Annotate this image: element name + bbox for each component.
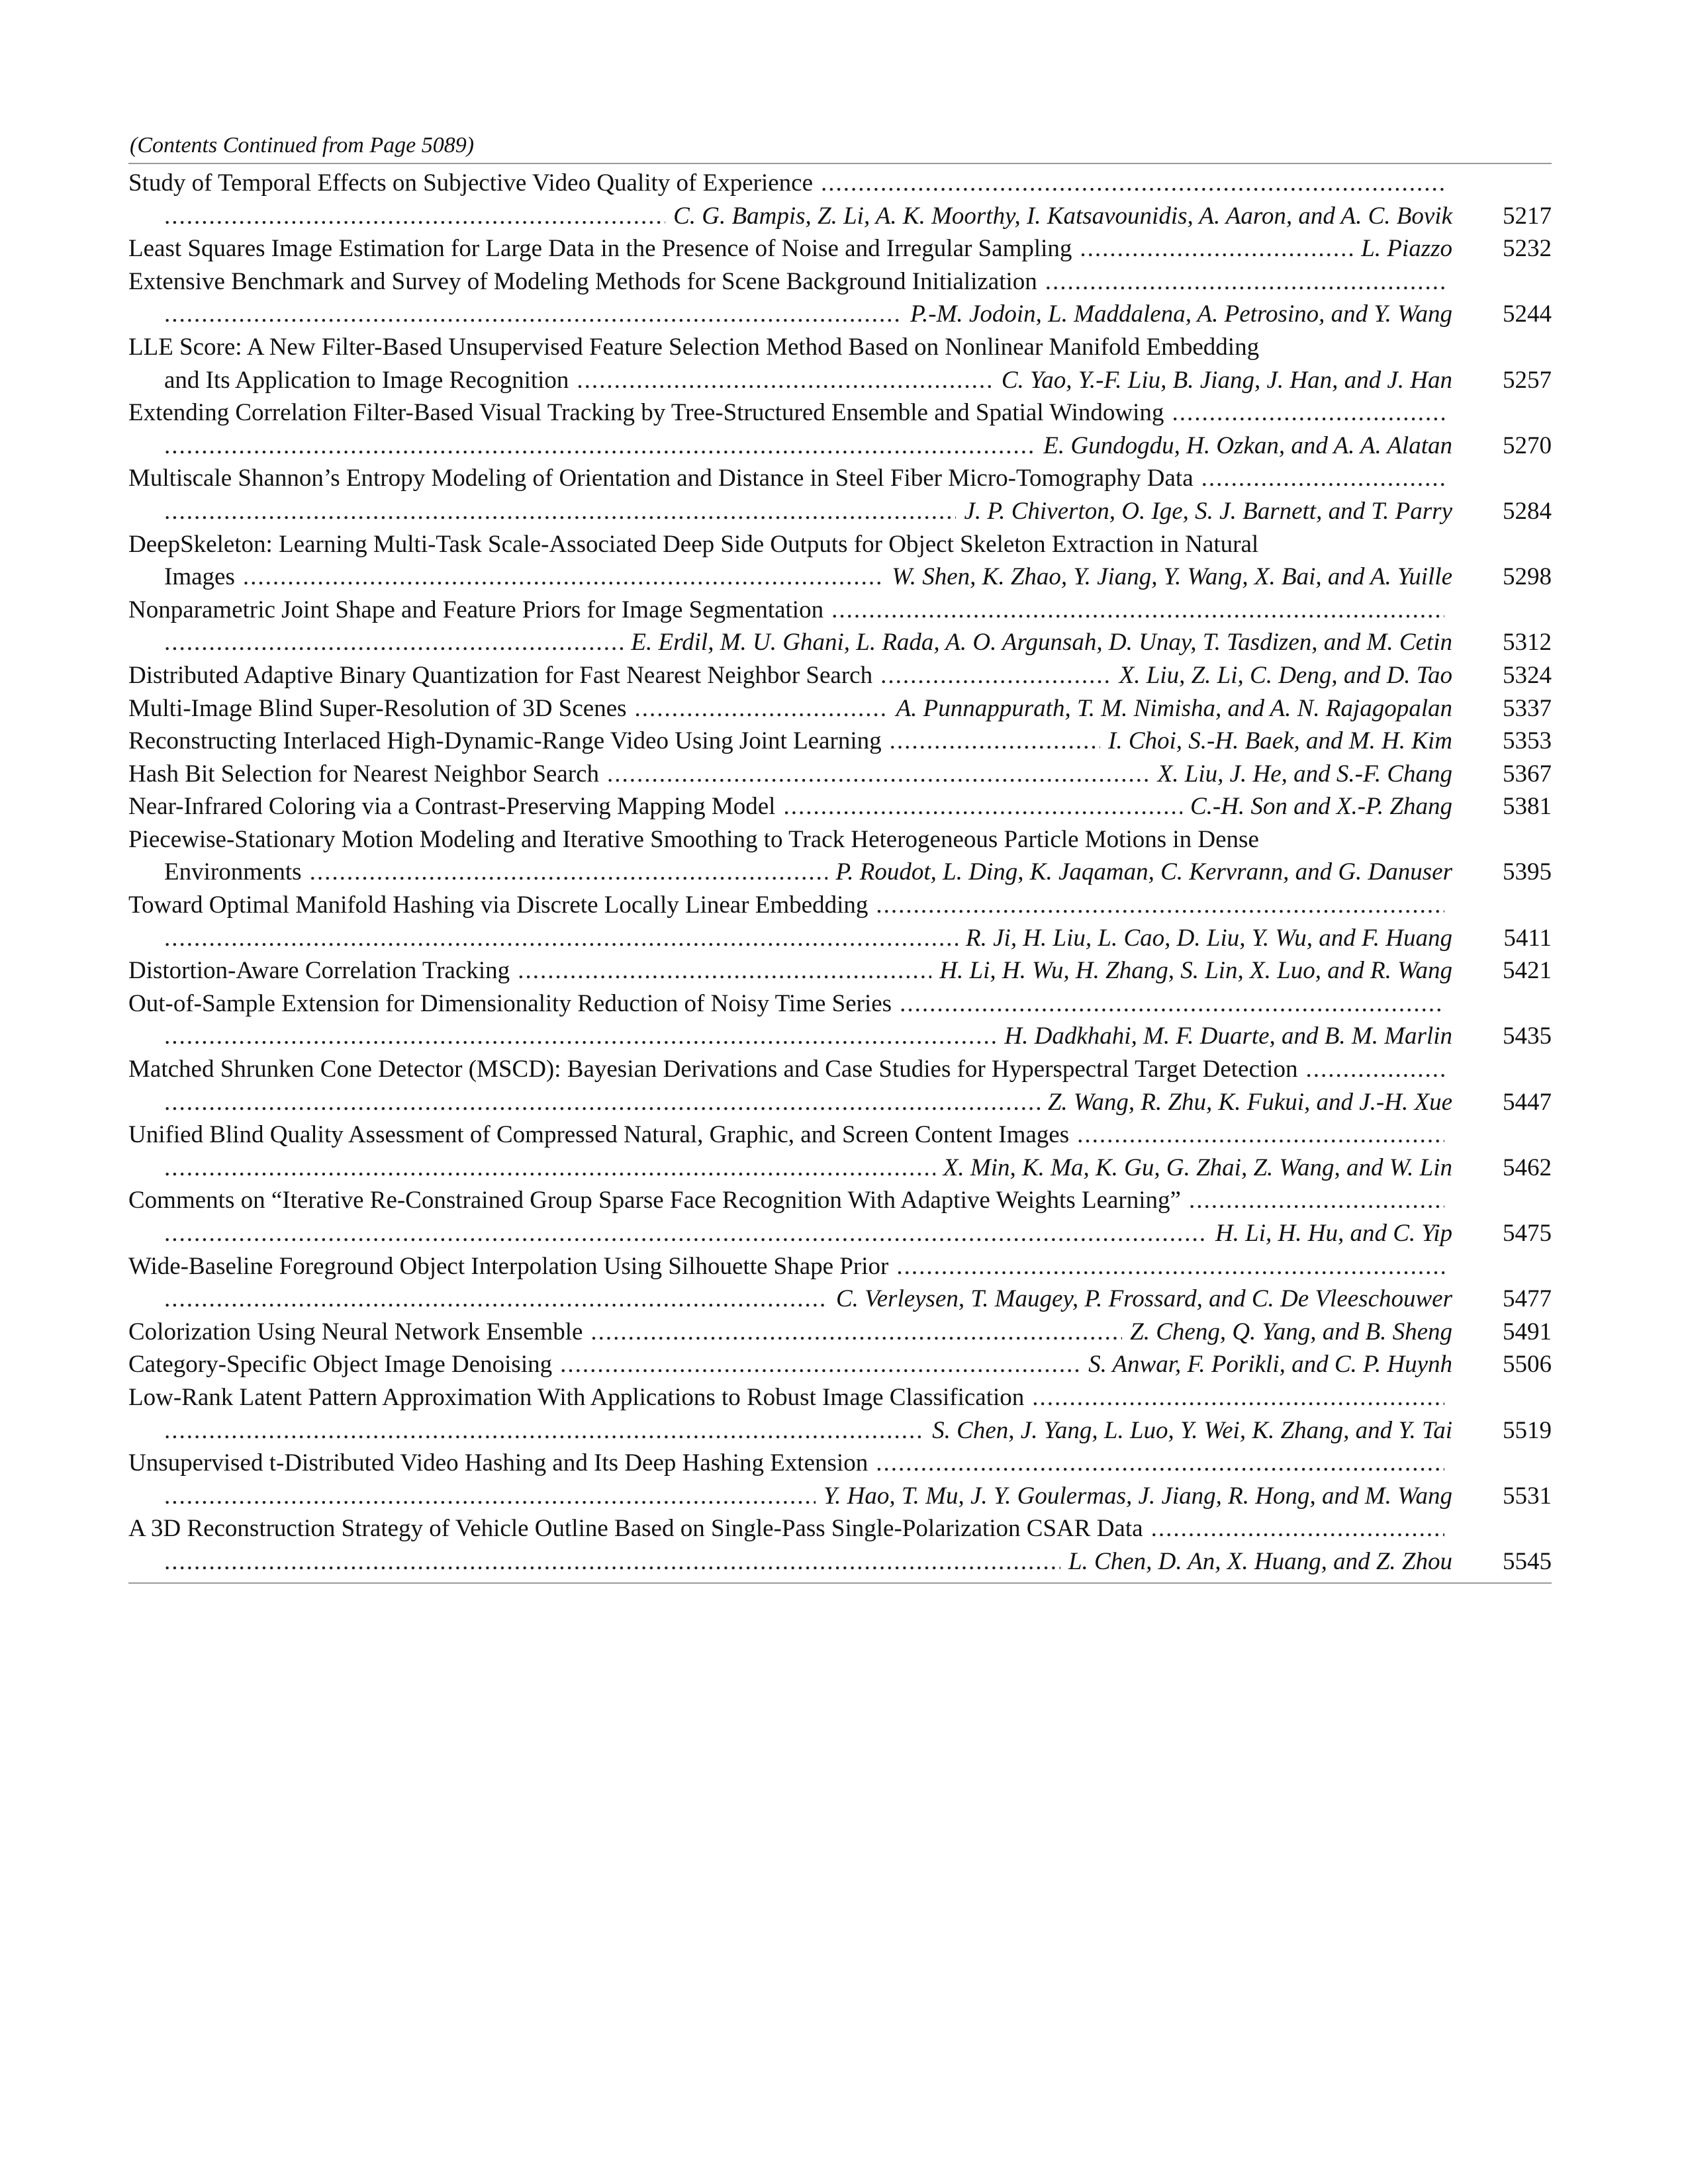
entry-authors: H. Dadkhahi, M. F. Duarte, and B. M. Marlin — [1004, 1023, 1452, 1050]
dot-leader — [1172, 396, 1444, 430]
entry-line — [128, 987, 1552, 1021]
entry-page-number: 5367 — [1503, 760, 1552, 788]
entry-title: Distortion-Aware Correlation Tracking — [128, 957, 510, 985]
entry-authors: J. P. Chiverton, O. Ige, S. J. Barnett, and T. Parry — [964, 497, 1452, 525]
entry-line — [128, 790, 1552, 823]
entry-title: Least Squares Image Estimation for Large Data in the Presence of Noise and Irregular Sampling — [128, 235, 1072, 263]
entry-authors: X. Liu, J. He, and S.-F. Chang — [1157, 760, 1452, 788]
entry-authors: L. Piazzo — [1361, 235, 1452, 263]
entry-line — [128, 922, 1552, 955]
dot-leader — [164, 1217, 1207, 1250]
entry-title: Extensive Benchmark and Survey of Modeling Methods for Scene Background Initialization — [128, 267, 1037, 295]
dot-leader — [890, 725, 1100, 758]
entry-title: Comments on “Iterative Re-Constrained Group Sparse Face Recognition With Adaptive Weights Learning” — [128, 1187, 1181, 1214]
entry-title: Out-of-Sample Extension for Dimensionality Reduction of Noisy Time Series — [128, 989, 892, 1017]
entry-authors: H. Li, H. Wu, H. Zhang, S. Lin, X. Luo, and R. Wang — [939, 957, 1452, 985]
toc-entry[interactable] — [128, 1250, 1552, 1316]
toc-entry[interactable] — [128, 1512, 1552, 1578]
entry-line — [128, 364, 1552, 397]
toc-entry[interactable] — [128, 1316, 1552, 1349]
dot-leader — [164, 1414, 924, 1447]
entry-title: Multi-Image Blind Super-Resolution of 3D Scenes — [128, 694, 627, 722]
entry-authors: P.-M. Jodoin, L. Maddalena, A. Petrosino, and Y. Wang — [910, 300, 1452, 328]
entry-page-number: 5312 — [1503, 629, 1552, 657]
entry-page-number: 5381 — [1503, 793, 1552, 821]
entry-line — [128, 561, 1552, 594]
dot-leader — [1189, 1184, 1444, 1217]
entry-authors: E. Erdil, M. U. Ghani, L. Rada, A. O. Argunsah, D. Unay, T. Tasdizen, and M. Cetin — [631, 629, 1452, 657]
toc-entry[interactable] — [128, 987, 1552, 1053]
dot-leader — [164, 626, 623, 659]
entry-title: Matched Shrunken Cone Detector (MSCD): Bayesian Derivations and Case Studies for Hyperspectral Target Detection — [128, 1056, 1298, 1083]
entry-line — [128, 725, 1552, 758]
toc-entry[interactable] — [128, 462, 1552, 527]
dot-leader — [164, 1283, 828, 1316]
continued-note: (Contents Continued from Page 5089) — [130, 133, 475, 158]
entry-line — [128, 1086, 1552, 1119]
entry-page-number: 5270 — [1503, 432, 1552, 459]
dot-leader — [310, 856, 828, 889]
entry-line — [128, 1414, 1552, 1447]
entry-title: Multiscale Shannon’s Entropy Modeling of Orientation and Distance in Steel Fiber Micro-Tomography Data — [128, 465, 1194, 492]
entry-title: Nonparametric Joint Shape and Feature Priors for Image Segmentation — [128, 596, 824, 623]
entry-line — [128, 1152, 1552, 1185]
dot-leader — [876, 889, 1444, 922]
entry-page-number: 5421 — [1503, 957, 1552, 985]
entry-title: Extending Correlation Filter-Based Visual Tracking by Tree-Structured Ensemble and Spatial Windowing — [128, 399, 1164, 427]
entry-title: LLE Score: A New Filter-Based Unsupervised Feature Selection Method Based on Nonlinear Manifold Embedding — [128, 333, 1260, 361]
entry-line — [128, 200, 1552, 233]
dot-leader — [560, 1348, 1080, 1381]
entry-page-number: 5506 — [1503, 1351, 1552, 1379]
entry-line — [128, 659, 1552, 692]
dot-leader — [164, 200, 665, 233]
entry-authors: H. Li, H. Hu, and C. Yip — [1215, 1220, 1452, 1247]
entry-line — [128, 331, 1552, 364]
toc-entry[interactable] — [128, 232, 1552, 265]
entry-line — [128, 1480, 1552, 1513]
entry-line — [128, 954, 1552, 987]
entry-line — [128, 758, 1552, 791]
toc-entry[interactable] — [128, 331, 1552, 396]
entry-line — [128, 1020, 1552, 1053]
toc-entry[interactable] — [128, 1118, 1552, 1184]
dot-leader — [164, 1545, 1060, 1578]
entry-authors: S. Anwar, F. Porikli, and C. P. Huynh — [1088, 1351, 1452, 1379]
entry-authors: C. Yao, Y.-F. Liu, B. Jiang, J. Han, and J. Han — [1001, 366, 1452, 394]
entry-line — [128, 1447, 1552, 1480]
toc-list — [128, 164, 1552, 1582]
dot-leader — [1151, 1512, 1444, 1545]
dot-leader — [164, 1020, 996, 1053]
entry-page-number: 5298 — [1503, 563, 1552, 591]
entry-page-number: 5337 — [1503, 694, 1552, 722]
entry-line — [128, 1118, 1552, 1152]
entry-title: Images — [164, 563, 235, 591]
entry-title: Category-Specific Object Image Denoising — [128, 1351, 553, 1379]
dot-leader — [876, 1447, 1444, 1480]
entry-title: Reconstructing Interlaced High-Dynamic-Range Video Using Joint Learning — [128, 727, 882, 755]
dot-leader — [831, 594, 1444, 627]
toc-entry[interactable] — [128, 1053, 1552, 1118]
entry-line — [128, 232, 1552, 265]
dot-leader — [164, 1480, 816, 1513]
entry-line — [128, 462, 1552, 495]
entry-line — [128, 823, 1552, 856]
entry-authors: C. G. Bampis, Z. Li, A. K. Moorthy, I. Katsavounidis, A. Aaron, and A. C. Bovik — [673, 202, 1452, 230]
entry-page-number: 5475 — [1503, 1220, 1552, 1247]
dot-leader — [1201, 462, 1444, 495]
entry-line — [128, 396, 1552, 430]
dot-leader — [590, 1316, 1122, 1349]
dot-leader — [518, 954, 931, 987]
toc-entry[interactable] — [128, 528, 1552, 594]
entry-page-number: 5462 — [1503, 1154, 1552, 1181]
entry-title: Piecewise-Stationary Motion Modeling and Iterative Smoothing to Track Heterogeneous Particle Motions in Dense — [128, 825, 1259, 853]
dot-leader — [783, 790, 1182, 823]
toc-page — [128, 131, 1552, 1584]
entry-authors: X. Min, K. Ma, K. Gu, G. Zhai, Z. Wang, and W. Lin — [943, 1154, 1452, 1181]
toc-entry[interactable] — [128, 167, 1552, 232]
entry-page-number: 5491 — [1503, 1318, 1552, 1345]
toc-entry[interactable] — [128, 265, 1552, 331]
entry-line — [128, 1283, 1552, 1316]
dot-leader — [1080, 232, 1353, 265]
entry-page-number: 5284 — [1503, 497, 1552, 525]
toc-entry[interactable] — [128, 725, 1552, 758]
entry-authors: I. Choi, S.-H. Baek, and M. H. Kim — [1108, 727, 1452, 755]
dot-leader — [900, 987, 1444, 1021]
entry-line — [128, 1217, 1552, 1250]
entry-title: Study of Temporal Effects on Subjective Video Quality of Experience — [128, 169, 814, 197]
entry-authors: C.-H. Son and X.-P. Zhang — [1190, 793, 1452, 821]
entry-line — [128, 430, 1552, 463]
toc-entry[interactable] — [128, 396, 1552, 462]
entry-authors: E. Gundogdu, H. Ozkan, and A. A. Alatan — [1043, 432, 1452, 459]
toc-entry[interactable] — [128, 594, 1552, 659]
toc-entry[interactable] — [128, 692, 1552, 725]
dot-leader — [164, 1152, 935, 1185]
entry-authors: P. Roudot, L. Ding, K. Jaqaman, C. Kervrann, and G. Danuser — [835, 858, 1452, 886]
entry-line — [128, 265, 1552, 298]
dot-leader — [164, 922, 958, 955]
entry-title: A 3D Reconstruction Strategy of Vehicle Outline Based on Single-Pass Single-Polarization CSAR Data — [128, 1515, 1143, 1543]
entry-line — [128, 889, 1552, 922]
entry-page-number: 5257 — [1503, 366, 1552, 394]
dot-leader — [164, 298, 902, 331]
toc-entry[interactable] — [128, 1447, 1552, 1512]
entry-line — [128, 1316, 1552, 1349]
toc-entry[interactable] — [128, 790, 1552, 823]
entry-line — [128, 1512, 1552, 1545]
entry-title: Distributed Adaptive Binary Quantization for Fast Nearest Neighbor Search — [128, 661, 873, 689]
toc-entry[interactable] — [128, 659, 1552, 692]
entry-page-number: 5519 — [1503, 1416, 1552, 1444]
entry-line — [128, 1381, 1552, 1414]
entry-authors: L. Chen, D. An, X. Huang, and Z. Zhou — [1068, 1547, 1452, 1575]
entry-page-number: 5217 — [1503, 202, 1552, 230]
entry-page-number: 5477 — [1503, 1285, 1552, 1313]
dot-leader — [164, 495, 956, 528]
entry-line — [128, 626, 1552, 659]
dot-leader — [243, 561, 884, 594]
entry-page-number: 5353 — [1503, 727, 1552, 755]
entry-title: and Its Application to Image Recognition — [164, 366, 569, 394]
entry-page-number: 5545 — [1503, 1547, 1552, 1575]
entry-line — [128, 298, 1552, 331]
dot-leader — [607, 758, 1150, 791]
dot-leader — [821, 167, 1444, 200]
entry-page-number: 5435 — [1503, 1023, 1552, 1050]
entry-title: Near-Infrared Coloring via a Contrast-Preserving Mapping Model — [128, 793, 776, 821]
bottom-rule — [128, 1582, 1552, 1584]
entry-title: Unified Blind Quality Assessment of Compressed Natural, Graphic, and Screen Content Images — [128, 1121, 1070, 1149]
entry-page-number: 5244 — [1503, 300, 1552, 328]
entry-line — [128, 1184, 1552, 1217]
entry-line — [128, 856, 1552, 889]
dot-leader — [880, 659, 1111, 692]
dot-leader — [164, 430, 1035, 463]
dot-leader — [577, 364, 993, 397]
entry-page-number: 5395 — [1503, 858, 1552, 886]
toc-entry[interactable] — [128, 889, 1552, 954]
entry-title: Low-Rank Latent Pattern Approximation With Applications to Robust Image Classification — [128, 1383, 1025, 1411]
dot-leader — [1305, 1053, 1444, 1086]
entry-authors: S. Chen, J. Yang, L. Luo, Y. Wei, K. Zhang, and Y. Tai — [932, 1416, 1452, 1444]
entry-title: Colorization Using Neural Network Ensemble — [128, 1318, 583, 1345]
entry-authors: X. Liu, Z. Li, C. Deng, and D. Tao — [1119, 661, 1452, 689]
dot-leader — [1032, 1381, 1444, 1414]
entry-line — [128, 1348, 1552, 1381]
entry-line — [128, 1250, 1552, 1283]
entry-line — [128, 1053, 1552, 1086]
entry-line — [128, 594, 1552, 627]
entry-authors: A. Punnappurath, T. M. Nimisha, and A. N. Rajagopalan — [896, 694, 1452, 722]
entry-page-number: 5324 — [1503, 661, 1552, 689]
entry-authors: Y. Hao, T. Mu, J. Y. Goulermas, J. Jiang, R. Hong, and M. Wang — [823, 1482, 1452, 1510]
toc-entry[interactable] — [128, 758, 1552, 791]
entry-line — [128, 495, 1552, 528]
toc-entry[interactable] — [128, 1381, 1552, 1447]
entry-line — [128, 1545, 1552, 1578]
entry-authors: Z. Cheng, Q. Yang, and B. Sheng — [1130, 1318, 1452, 1345]
dot-leader — [164, 1086, 1040, 1119]
dot-leader — [896, 1250, 1444, 1283]
entry-line — [128, 528, 1552, 561]
entry-authors: C. Verleysen, T. Maugey, P. Frossard, and C. De Vleeschouwer — [835, 1285, 1452, 1313]
toc-entry[interactable] — [128, 1184, 1552, 1250]
toc-entry[interactable] — [128, 1348, 1552, 1381]
entry-authors: R. Ji, H. Liu, L. Cao, D. Liu, Y. Wu, and F. Huang — [966, 924, 1452, 952]
entry-title: Wide-Baseline Foreground Object Interpolation Using Silhouette Shape Prior — [128, 1252, 889, 1280]
entry-title: Unsupervised t-Distributed Video Hashing and Its Deep Hashing Extension — [128, 1449, 868, 1477]
entry-line — [128, 167, 1552, 200]
entry-page-number: 5447 — [1503, 1088, 1552, 1116]
dot-leader — [1045, 265, 1444, 298]
entry-title: Toward Optimal Manifold Hashing via Discrete Locally Linear Embedding — [128, 891, 868, 919]
toc-entry[interactable] — [128, 954, 1552, 987]
entry-line — [128, 692, 1552, 725]
entry-page-number: 5232 — [1503, 235, 1552, 263]
entry-title: Hash Bit Selection for Nearest Neighbor Search — [128, 760, 600, 788]
entry-authors: Z. Wang, R. Zhu, K. Fukui, and J.-H. Xue — [1047, 1088, 1452, 1116]
toc-entry[interactable] — [128, 823, 1552, 889]
dot-leader — [635, 692, 888, 725]
entry-page-number: 5531 — [1503, 1482, 1552, 1510]
dot-leader — [1077, 1118, 1444, 1152]
entry-page-number: 5411 — [1503, 924, 1552, 952]
entry-title: Environments — [164, 858, 302, 886]
entry-authors: W. Shen, K. Zhao, Y. Jiang, Y. Wang, X. Bai, and A. Yuille — [892, 563, 1452, 591]
entry-title: DeepSkeleton: Learning Multi-Task Scale-Associated Deep Side Outputs for Object Skeleton Extraction in Natural — [128, 530, 1259, 558]
